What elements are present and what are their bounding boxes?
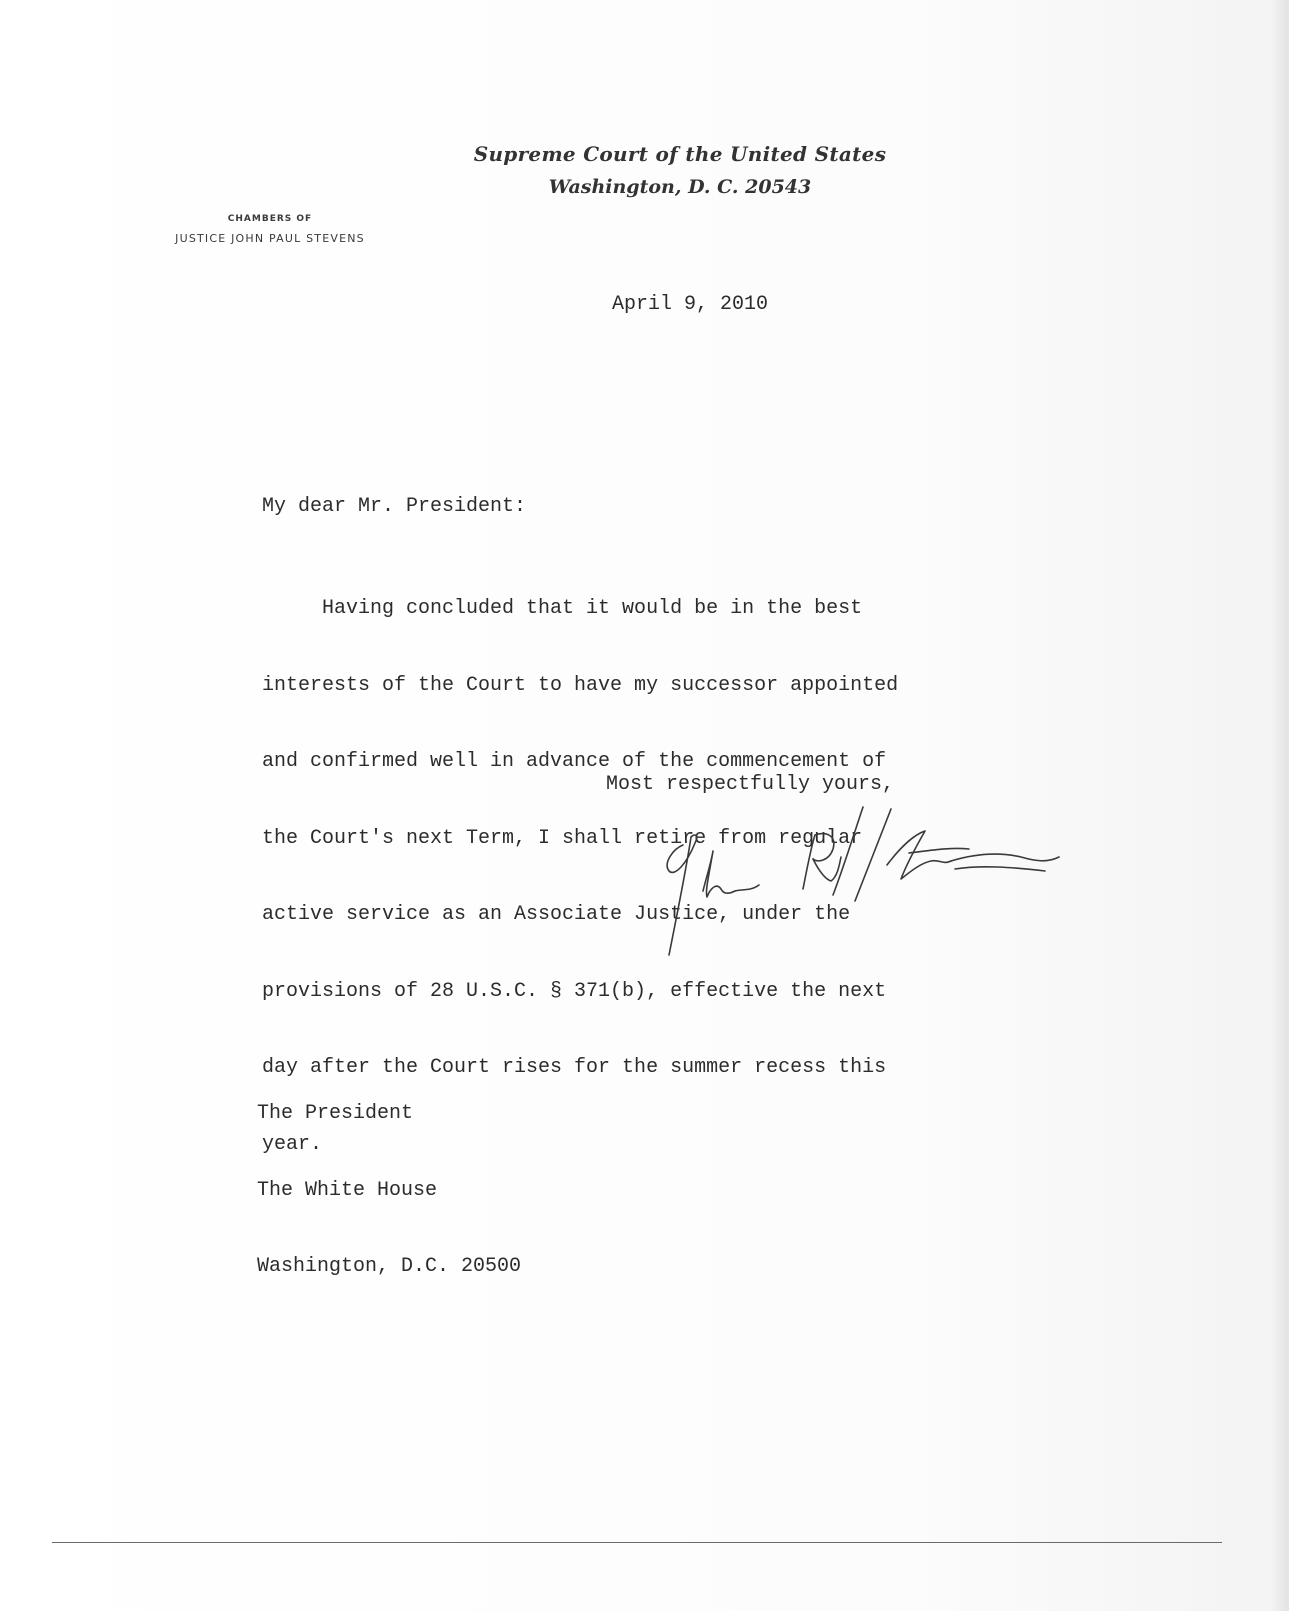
body-line: year. (262, 1132, 323, 1156)
recipient-address (257, 1050, 521, 1331)
recipient-line: The President (257, 1102, 414, 1125)
chambers-label: CHAMBERS OF (227, 214, 313, 224)
footer-rule (52, 1542, 1222, 1543)
letter-salutation: My dear Mr. President: (262, 495, 527, 518)
letter-date: April 9, 2010 (612, 293, 769, 316)
body-line: and confirmed well in advance of the commencement of (262, 750, 887, 773)
body-line: Having concluded that it would be in the best (262, 597, 863, 620)
handwritten-signature (655, 805, 1085, 980)
recipient-line: The White House (257, 1178, 438, 1202)
body-line: active service as an Associate Justice, under the (262, 903, 851, 926)
body-line: day after the Court rises for the summer recess this (262, 1056, 887, 1079)
body-line: the Court's next Term, I shall retire from regular (262, 826, 863, 850)
court-address-heading: Washington, D. C. 20543 (548, 176, 812, 198)
chambers-justice-name: JUSTICE JOHN PAUL STEVENS (175, 232, 365, 245)
court-name-heading: Supreme Court of the United States (473, 142, 887, 166)
body-line: provisions of 28 U.S.C. § 371(b), effective the next (262, 979, 887, 1003)
recipient-line: Washington, D.C. 20500 (257, 1255, 522, 1278)
body-line: interests of the Court to have my successor appointed (262, 673, 899, 697)
letter-closing: Most respectfully yours, (606, 773, 895, 796)
scan-edge (1271, 0, 1289, 1611)
